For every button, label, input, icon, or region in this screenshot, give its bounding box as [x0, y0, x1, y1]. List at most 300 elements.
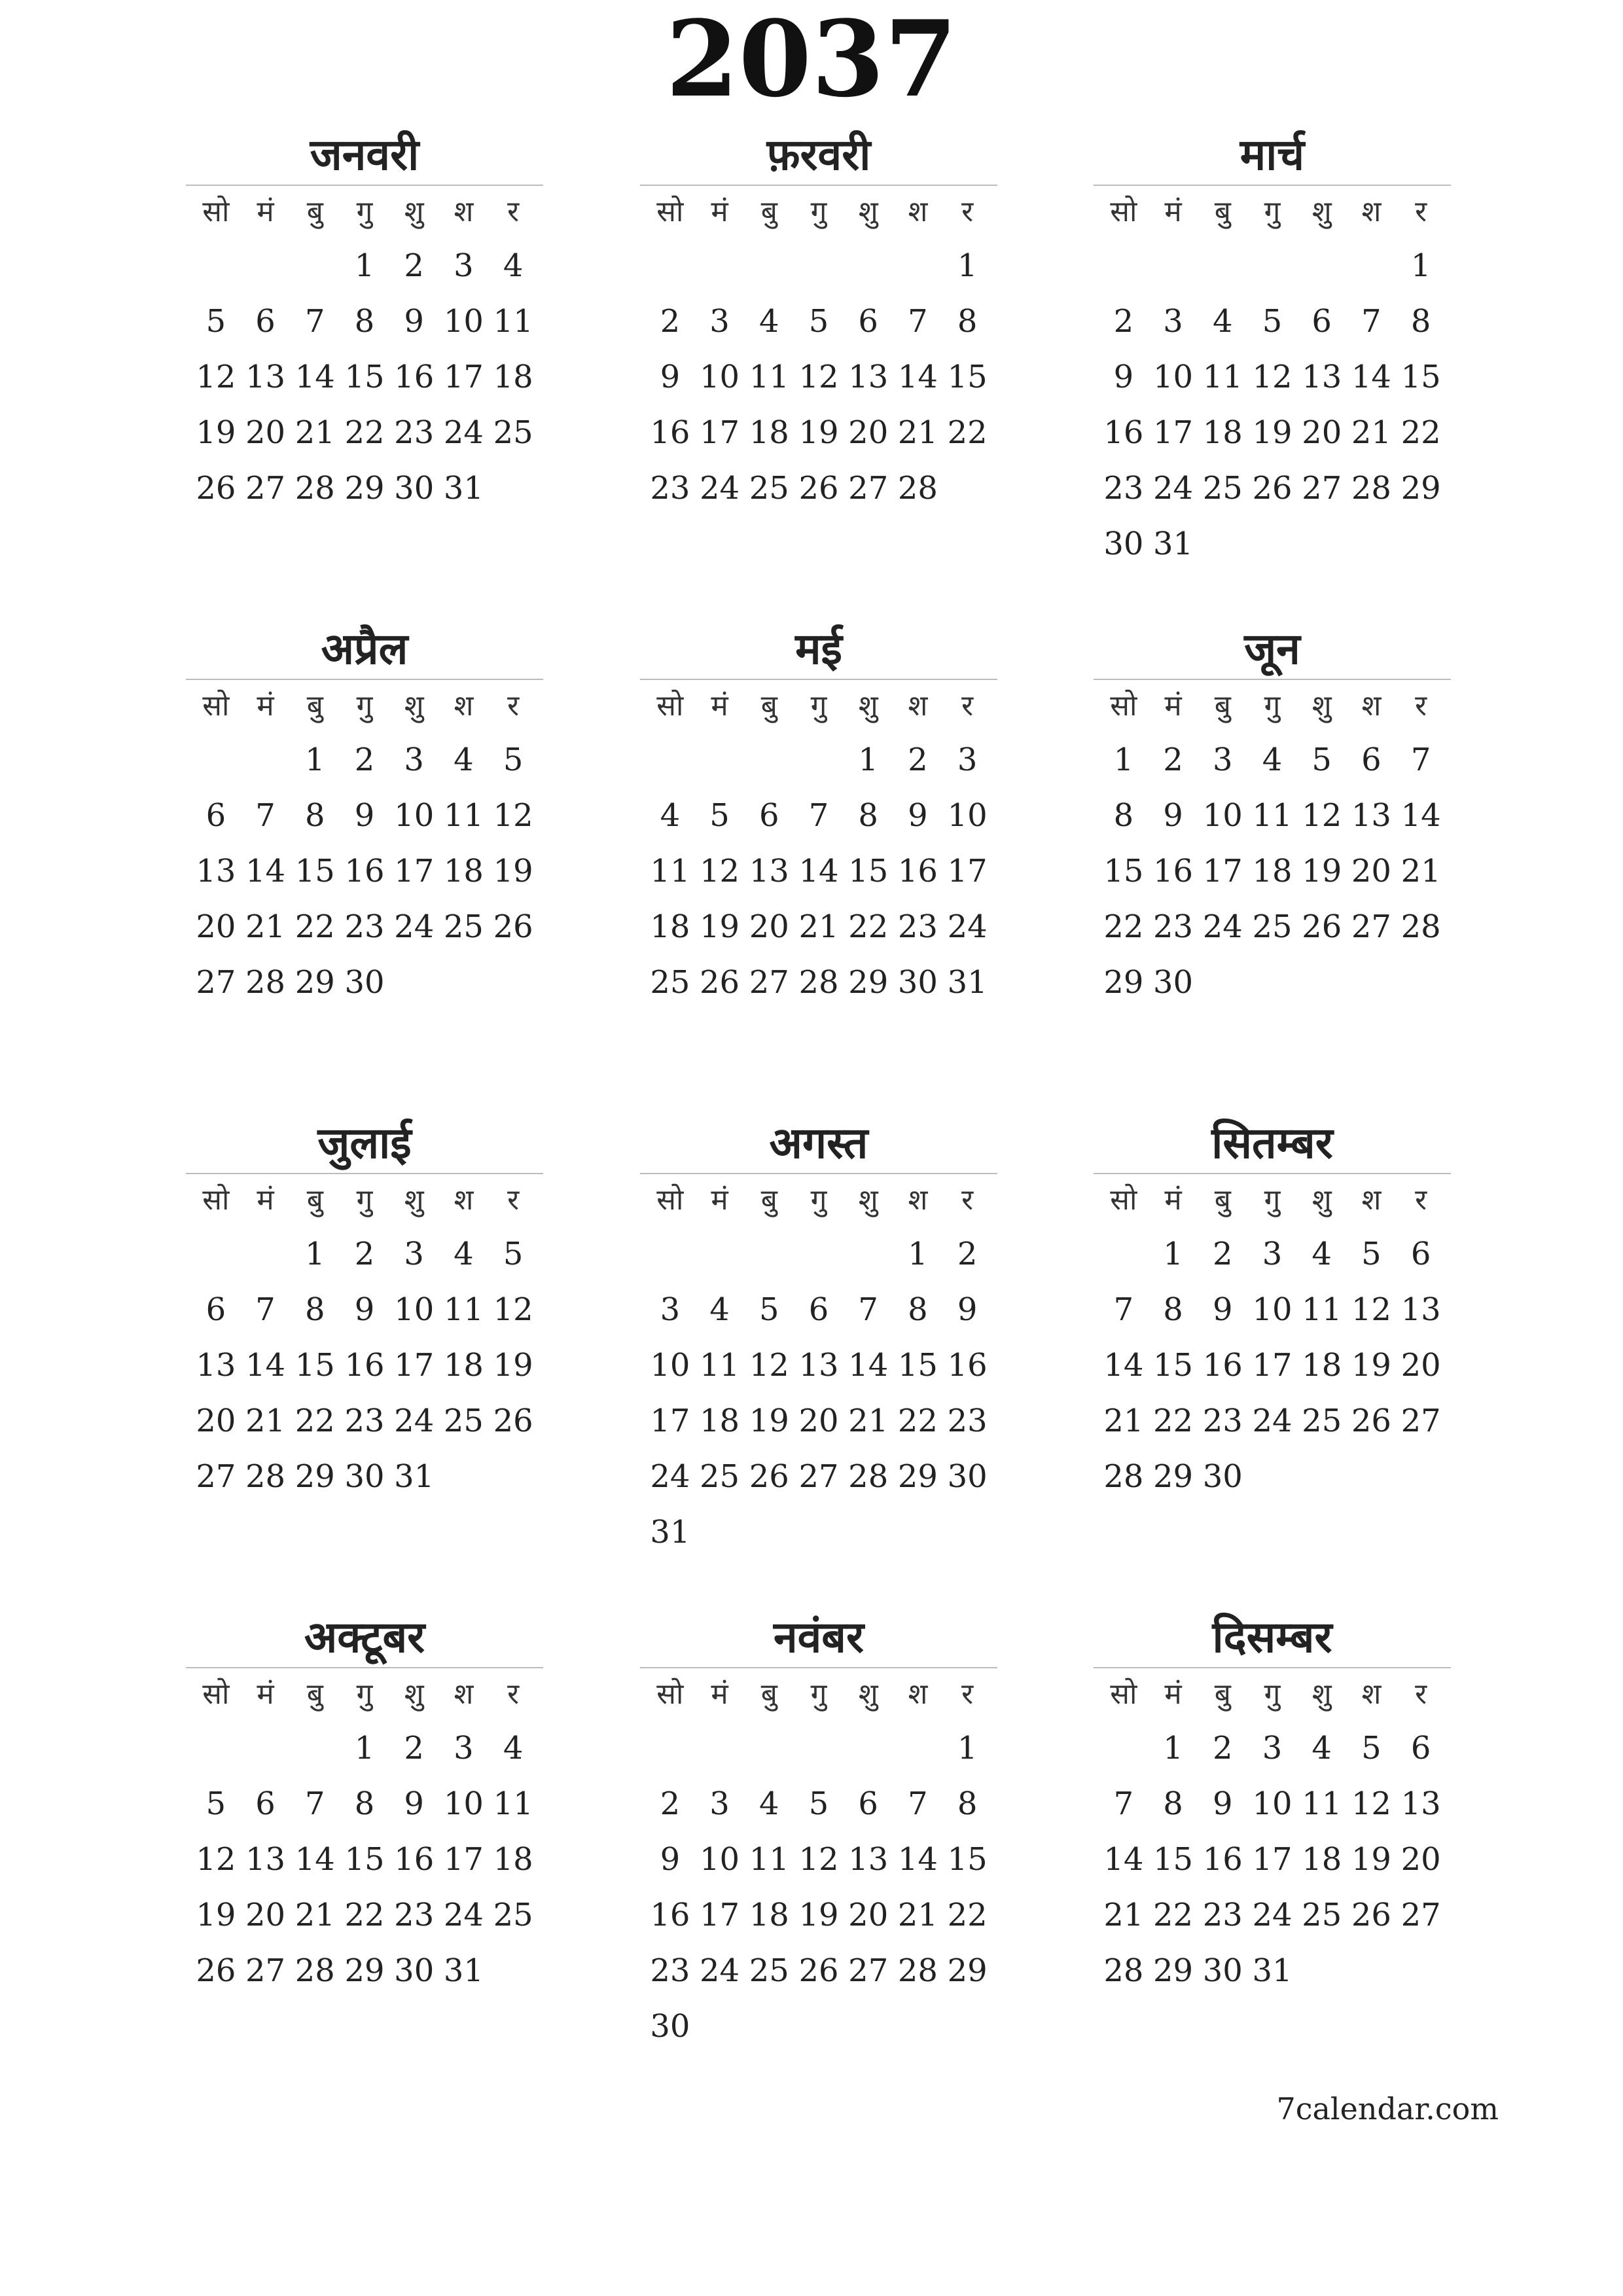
day-cell: 8: [305, 797, 325, 834]
weekday-label: बु: [306, 1677, 323, 1711]
day-cell: 30: [394, 470, 435, 507]
day-cell: 2: [908, 742, 928, 778]
week-row: [640, 294, 997, 350]
day-cell: 3: [454, 1730, 474, 1767]
week-row: [186, 1338, 543, 1393]
day-cell: 10: [394, 797, 435, 834]
day-cell: 19: [493, 1347, 533, 1384]
day-cell: 8: [354, 1785, 375, 1822]
weekday-header: [186, 680, 543, 732]
weekday-label: गु: [1264, 689, 1281, 723]
day-cell: 29: [1153, 1952, 1194, 1989]
day-cell: 5: [759, 1291, 779, 1328]
day-cell: 11: [1202, 359, 1243, 395]
day-cell: 23: [1153, 908, 1194, 945]
day-cell: 26: [1351, 1897, 1391, 1933]
day-cell: 13: [1400, 1291, 1441, 1328]
day-cell: 14: [245, 1347, 286, 1384]
week-row: [186, 238, 543, 294]
day-cell: 24: [443, 1897, 484, 1933]
month-block: [186, 124, 543, 516]
empty-day-cell: [844, 1999, 893, 2054]
day-cell: 9: [908, 797, 928, 834]
week-row: [186, 955, 543, 1011]
day-cell: 14: [294, 1841, 335, 1878]
day-cell: 17: [1252, 1841, 1293, 1878]
weekday-label: सो: [202, 195, 230, 228]
weekday-header: [640, 186, 997, 238]
day-cell: 20: [1302, 414, 1342, 451]
day-cell: 14: [1103, 1841, 1144, 1878]
day-cell: 29: [294, 1458, 335, 1495]
week-row: [640, 1505, 997, 1560]
day-cell: 2: [1113, 303, 1134, 340]
weekday-label: गु: [356, 195, 373, 228]
weekday-label: मं: [711, 195, 728, 228]
day-cell: 4: [709, 1291, 730, 1328]
empty-day-cell: [1396, 955, 1446, 1011]
month-name: फ़रवरी: [640, 124, 997, 186]
weekday-label: र: [1415, 689, 1427, 723]
day-cell: 11: [650, 853, 690, 889]
day-cell: 20: [245, 414, 286, 451]
week-row: [640, 955, 997, 1011]
empty-day-cell: [744, 1999, 794, 2054]
weekday-label: मं: [711, 1183, 728, 1217]
weekday-label: शु: [404, 689, 424, 723]
day-cell: 1: [354, 247, 375, 284]
day-cell: 30: [1153, 964, 1194, 1001]
day-cell: 16: [650, 1897, 690, 1933]
month-block: [1094, 619, 1451, 1011]
empty-day-cell: [794, 1721, 844, 1776]
day-cell: 10: [443, 303, 484, 340]
day-cell: 29: [1400, 470, 1441, 507]
week-row: [640, 732, 997, 788]
day-cell: 28: [1351, 470, 1391, 507]
empty-day-cell: [744, 238, 794, 294]
day-cell: 23: [1202, 1403, 1243, 1439]
week-row: [640, 461, 997, 516]
day-cell: 15: [1103, 853, 1144, 889]
day-cell: 12: [1252, 359, 1293, 395]
empty-day-cell: [794, 1999, 844, 2054]
day-cell: 21: [245, 908, 286, 945]
day-cell: 19: [798, 414, 839, 451]
day-cell: 15: [1153, 1347, 1194, 1384]
month-block: [1094, 1113, 1451, 1505]
weekday-label: सो: [202, 1677, 230, 1711]
day-cell: 13: [245, 1841, 286, 1878]
day-cell: 21: [848, 1403, 889, 1439]
day-cell: 14: [1400, 797, 1441, 834]
day-cell: 3: [1262, 1236, 1283, 1272]
day-cell: 28: [897, 1952, 938, 1989]
week-row: [640, 350, 997, 405]
day-cell: 13: [848, 1841, 889, 1878]
day-cell: 12: [1351, 1291, 1391, 1328]
day-cell: 15: [1153, 1841, 1194, 1878]
day-cell: 21: [897, 414, 938, 451]
day-cell: 30: [897, 964, 938, 1001]
weekday-label: मं: [711, 689, 728, 723]
week-row: [640, 1449, 997, 1505]
weekday-label: र: [1415, 195, 1427, 228]
weekday-label: सो: [202, 1183, 230, 1217]
weekday-label: श: [454, 689, 474, 723]
day-cell: 11: [443, 797, 484, 834]
day-cell: 26: [196, 1952, 236, 1989]
empty-day-cell: [290, 238, 340, 294]
day-cell: 4: [503, 247, 524, 284]
day-cell: 3: [454, 247, 474, 284]
day-cell: 24: [443, 414, 484, 451]
empty-day-cell: [1099, 1227, 1149, 1282]
day-cell: 25: [749, 1952, 789, 1989]
weekday-label: श: [1361, 1677, 1382, 1711]
day-cell: 3: [404, 742, 424, 778]
month-name: नवंबर: [640, 1607, 997, 1668]
week-row: [1094, 899, 1451, 955]
day-cell: 12: [798, 359, 839, 395]
day-cell: 20: [848, 414, 889, 451]
weekday-label: गु: [356, 1677, 373, 1711]
empty-day-cell: [893, 1505, 943, 1560]
day-cell: 31: [443, 1952, 484, 1989]
week-row: [640, 405, 997, 461]
day-cell: 26: [1252, 470, 1293, 507]
day-cell: 2: [660, 1785, 681, 1822]
week-row: [1094, 1282, 1451, 1338]
weekday-label: सो: [1110, 1677, 1137, 1711]
weekday-label: सो: [656, 689, 684, 723]
weekday-label: सो: [656, 195, 684, 228]
day-cell: 6: [759, 797, 779, 834]
day-cell: 23: [344, 1403, 385, 1439]
day-cell: 5: [205, 1785, 226, 1822]
day-cell: 17: [1202, 853, 1243, 889]
empty-day-cell: [893, 1721, 943, 1776]
day-cell: 26: [196, 470, 236, 507]
weekday-label: र: [961, 1677, 974, 1711]
day-cell: 6: [255, 1785, 276, 1822]
day-cell: 16: [394, 359, 435, 395]
day-cell: 8: [957, 1785, 978, 1822]
day-cell: 27: [196, 964, 236, 1001]
day-cell: 11: [749, 1841, 789, 1878]
day-cell: 1: [858, 742, 878, 778]
week-row: [186, 1227, 543, 1282]
day-cell: 29: [294, 964, 335, 1001]
day-cell: 29: [848, 964, 889, 1001]
day-cell: 3: [709, 303, 730, 340]
day-cell: 12: [700, 853, 740, 889]
day-cell: 6: [1311, 303, 1332, 340]
day-cell: 6: [205, 797, 226, 834]
day-cell: 3: [1163, 303, 1183, 340]
day-cell: 16: [394, 1841, 435, 1878]
weekday-header: [186, 1174, 543, 1227]
day-cell: 21: [294, 414, 335, 451]
day-cell: 13: [245, 359, 286, 395]
day-cell: 11: [443, 1291, 484, 1328]
day-cell: 22: [344, 1897, 385, 1933]
day-cell: 6: [1410, 1236, 1431, 1272]
weekday-label: गु: [1264, 1677, 1281, 1711]
week-row: [640, 899, 997, 955]
day-cell: 28: [245, 1458, 286, 1495]
day-cell: 16: [344, 1347, 385, 1384]
day-cell: 26: [493, 1403, 533, 1439]
weekday-label: श: [908, 689, 928, 723]
day-cell: 10: [1202, 797, 1243, 834]
day-cell: 16: [1202, 1841, 1243, 1878]
day-cell: 29: [1103, 964, 1144, 1001]
day-cell: 22: [1153, 1897, 1194, 1933]
day-cell: 27: [848, 1952, 889, 1989]
week-row: [1094, 1888, 1451, 1943]
weekday-header: [640, 680, 997, 732]
day-cell: 6: [255, 303, 276, 340]
day-cell: 27: [245, 1952, 286, 1989]
week-row: [640, 1393, 997, 1449]
day-cell: 7: [305, 303, 325, 340]
weekday-label: सो: [656, 1677, 684, 1711]
day-cell: 12: [1351, 1785, 1391, 1822]
weekday-label: र: [507, 195, 520, 228]
weekday-label: शु: [1311, 1677, 1332, 1711]
day-cell: 1: [908, 1236, 928, 1272]
day-cell: 13: [196, 1347, 236, 1384]
weekday-label: गु: [810, 195, 827, 228]
day-cell: 22: [947, 414, 988, 451]
day-cell: 30: [394, 1952, 435, 1989]
day-cell: 8: [1410, 303, 1431, 340]
weekday-label: श: [908, 1677, 928, 1711]
day-cell: 11: [700, 1347, 740, 1384]
weekday-label: र: [507, 1677, 520, 1711]
month-block: [640, 1113, 997, 1560]
weekday-label: मं: [257, 1183, 274, 1217]
week-row: [1094, 350, 1451, 405]
empty-day-cell: [744, 732, 794, 788]
empty-day-cell: [695, 1999, 745, 2054]
empty-day-cell: [1396, 1943, 1446, 1999]
weekday-label: गु: [1264, 195, 1281, 228]
day-cell: 9: [1163, 797, 1183, 834]
day-cell: 23: [344, 908, 385, 945]
empty-day-cell: [695, 732, 745, 788]
weekday-label: श: [1361, 1183, 1382, 1217]
day-cell: 17: [443, 1841, 484, 1878]
day-cell: 15: [947, 359, 988, 395]
day-cell: 24: [394, 1403, 435, 1439]
day-cell: 7: [1361, 303, 1382, 340]
weekday-header: [1094, 1668, 1451, 1721]
month-name: मई: [640, 619, 997, 680]
empty-day-cell: [1247, 516, 1297, 572]
empty-day-cell: [844, 1721, 893, 1776]
day-cell: 7: [305, 1785, 325, 1822]
empty-day-cell: [744, 1505, 794, 1560]
day-cell: 23: [1202, 1897, 1243, 1933]
day-cell: 4: [1262, 742, 1283, 778]
day-cell: 21: [798, 908, 839, 945]
week-row: [1094, 516, 1451, 572]
week-row: [640, 1282, 997, 1338]
day-cell: 19: [196, 414, 236, 451]
day-cell: 14: [1351, 359, 1391, 395]
day-cell: 26: [493, 908, 533, 945]
day-cell: 15: [848, 853, 889, 889]
empty-day-cell: [488, 1449, 538, 1505]
empty-day-cell: [794, 1505, 844, 1560]
day-cell: 12: [493, 797, 533, 834]
day-cell: 27: [749, 964, 789, 1001]
week-row: [640, 1227, 997, 1282]
day-cell: 20: [848, 1897, 889, 1933]
weekday-label: मं: [257, 195, 274, 228]
month-name: अप्रैल: [186, 619, 543, 680]
week-row: [186, 1776, 543, 1832]
day-cell: 13: [1351, 797, 1391, 834]
week-row: [640, 1832, 997, 1888]
day-cell: 19: [1302, 853, 1342, 889]
day-cell: 5: [1262, 303, 1283, 340]
day-cell: 30: [344, 1458, 385, 1495]
day-cell: 30: [344, 964, 385, 1001]
day-cell: 31: [1153, 526, 1194, 562]
day-cell: 2: [354, 1236, 375, 1272]
day-cell: 1: [957, 247, 978, 284]
day-cell: 31: [947, 964, 988, 1001]
day-cell: 11: [1302, 1785, 1342, 1822]
week-row: [640, 788, 997, 844]
day-cell: 27: [798, 1458, 839, 1495]
day-cell: 5: [205, 303, 226, 340]
empty-day-cell: [942, 461, 992, 516]
day-cell: 22: [848, 908, 889, 945]
month-block: [186, 1113, 543, 1505]
day-cell: 28: [1400, 908, 1441, 945]
day-cell: 16: [1153, 853, 1194, 889]
day-cell: 10: [1252, 1291, 1293, 1328]
day-cell: 4: [503, 1730, 524, 1767]
day-cell: 14: [245, 853, 286, 889]
empty-day-cell: [1347, 955, 1397, 1011]
weekday-label: बु: [1214, 1677, 1231, 1711]
week-row: [1094, 1227, 1451, 1282]
empty-day-cell: [794, 1227, 844, 1282]
week-row: [186, 1721, 543, 1776]
day-cell: 13: [1302, 359, 1342, 395]
weekday-label: मं: [1164, 689, 1182, 723]
day-cell: 1: [1163, 1236, 1183, 1272]
week-row: [1094, 238, 1451, 294]
day-cell: 23: [394, 414, 435, 451]
empty-day-cell: [488, 461, 538, 516]
day-cell: 9: [354, 797, 375, 834]
day-cell: 23: [897, 908, 938, 945]
day-cell: 23: [394, 1897, 435, 1933]
week-row: [1094, 1832, 1451, 1888]
day-cell: 2: [957, 1236, 978, 1272]
day-cell: 25: [1302, 1897, 1342, 1933]
week-row: [1094, 294, 1451, 350]
weekday-label: शु: [858, 195, 878, 228]
day-cell: 10: [394, 1291, 435, 1328]
day-cell: 2: [1213, 1730, 1233, 1767]
day-cell: 11: [1252, 797, 1293, 834]
empty-day-cell: [1247, 1449, 1297, 1505]
weekday-label: शु: [404, 1183, 424, 1217]
empty-day-cell: [695, 1505, 745, 1560]
day-cell: 19: [700, 908, 740, 945]
weekday-header: [640, 1174, 997, 1227]
day-cell: 15: [294, 853, 335, 889]
empty-day-cell: [645, 732, 695, 788]
month-name: अक्टूबर: [186, 1607, 543, 1668]
day-cell: 6: [1361, 742, 1382, 778]
day-cell: 5: [1311, 742, 1332, 778]
day-cell: 25: [700, 1458, 740, 1495]
weekday-header: [1094, 186, 1451, 238]
footer-site[interactable]: 7calendar.com: [1276, 2091, 1499, 2126]
day-cell: 31: [1252, 1952, 1293, 1989]
weekday-header: [1094, 680, 1451, 732]
day-cell: 22: [1153, 1403, 1194, 1439]
empty-day-cell: [942, 1505, 992, 1560]
weekday-label: मं: [257, 1677, 274, 1711]
day-cell: 3: [404, 1236, 424, 1272]
day-cell: 26: [1351, 1403, 1391, 1439]
day-cell: 25: [1302, 1403, 1342, 1439]
day-cell: 4: [759, 303, 779, 340]
day-cell: 26: [749, 1458, 789, 1495]
day-cell: 21: [1103, 1403, 1144, 1439]
week-row: [640, 1999, 997, 2054]
day-cell: 19: [1252, 414, 1293, 451]
empty-day-cell: [844, 1227, 893, 1282]
empty-day-cell: [893, 238, 943, 294]
day-cell: 18: [1202, 414, 1243, 451]
weekday-label: शु: [858, 1183, 878, 1217]
day-cell: 30: [1202, 1458, 1243, 1495]
day-cell: 15: [294, 1347, 335, 1384]
day-cell: 19: [493, 853, 533, 889]
week-row: [186, 350, 543, 405]
day-cell: 1: [957, 1730, 978, 1767]
empty-day-cell: [1347, 516, 1397, 572]
month-name: जुलाई: [186, 1113, 543, 1174]
empty-day-cell: [1099, 1721, 1149, 1776]
day-cell: 21: [1103, 1897, 1144, 1933]
day-cell: 12: [1302, 797, 1342, 834]
week-row: [640, 1721, 997, 1776]
weekday-label: श: [454, 1183, 474, 1217]
day-cell: 12: [798, 1841, 839, 1878]
weekday-label: बु: [306, 1183, 323, 1217]
week-row: [186, 1832, 543, 1888]
day-cell: 1: [305, 742, 325, 778]
day-cell: 10: [650, 1347, 690, 1384]
weekday-label: सो: [1110, 195, 1137, 228]
week-row: [1094, 1776, 1451, 1832]
weekday-label: र: [961, 195, 974, 228]
weekday-label: श: [908, 195, 928, 228]
day-cell: 6: [858, 303, 878, 340]
week-row: [640, 1888, 997, 1943]
